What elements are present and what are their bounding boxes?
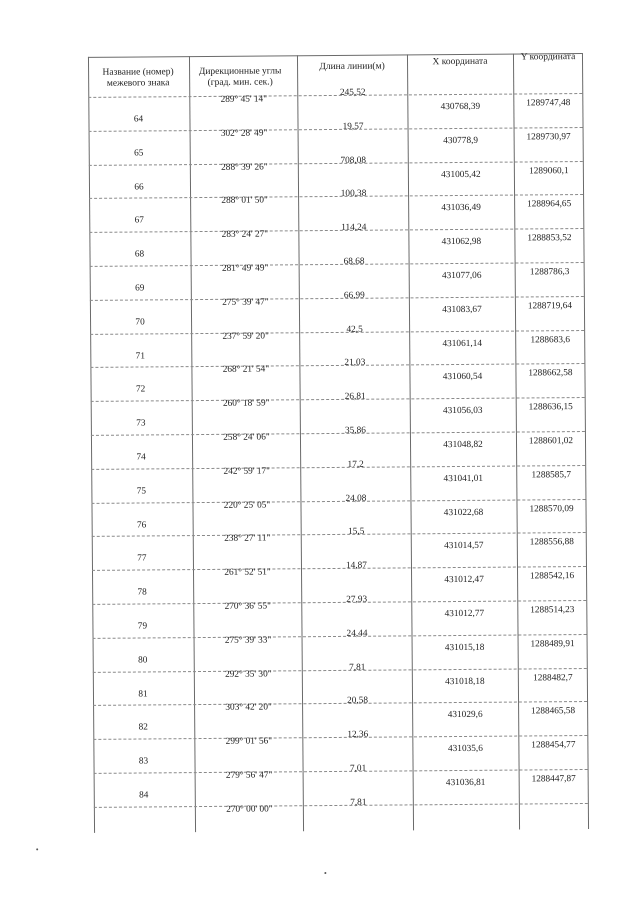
x-coordinate: 431036,81 xyxy=(445,777,486,789)
y-coordinate: 1288482,7 xyxy=(533,672,573,684)
mark-name: 77 xyxy=(137,553,147,564)
direction-angle: 288° 39' 26" xyxy=(221,162,268,173)
x-coordinate: 431083,67 xyxy=(442,304,482,315)
x-coordinate: 431056,03 xyxy=(442,406,483,417)
header-line-length: Длина линии(м) xyxy=(319,61,385,73)
direction-angle: 281° 49' 49" xyxy=(221,263,269,274)
line-length: 24,08 xyxy=(345,493,367,504)
mark-name: 80 xyxy=(138,655,148,666)
y-coordinate: 1288964,65 xyxy=(527,199,572,210)
direction-angle: 288° 01' 50" xyxy=(221,195,268,207)
y-coordinate: 1288447,87 xyxy=(531,774,576,785)
y-coordinate: 1288601,02 xyxy=(528,436,574,447)
direction-angle: 292° 35' 30" xyxy=(225,669,272,680)
line-length: 35,86 xyxy=(344,425,366,436)
x-coordinate: 430768,39 xyxy=(440,101,481,113)
line-length: 14,87 xyxy=(345,560,367,572)
mark-name: 65 xyxy=(134,148,144,159)
line-length: 20,58 xyxy=(347,696,369,707)
direction-angle: 242° 59' 17" xyxy=(223,466,270,477)
mark-name: 74 xyxy=(136,452,146,463)
y-coordinate: 1289730,97 xyxy=(526,131,571,143)
x-coordinate: 431041,01 xyxy=(443,473,484,484)
direction-angle: 303° 42' 20" xyxy=(225,702,272,714)
line-length: 17,2 xyxy=(347,459,364,470)
mark-name: 73 xyxy=(136,418,146,429)
y-coordinate: 1288465,58 xyxy=(530,706,576,717)
x-coordinate: 431061,14 xyxy=(442,338,483,349)
line-length: 26,81 xyxy=(344,391,366,403)
scan-speck xyxy=(324,872,326,874)
line-length: 12,36 xyxy=(347,729,369,741)
mark-name: 70 xyxy=(135,317,145,328)
line-length: 21,03 xyxy=(344,358,366,369)
column-border xyxy=(88,57,95,833)
y-coordinate: 1288585,7 xyxy=(531,469,572,481)
mark-name: 78 xyxy=(137,587,147,598)
line-length: 15,5 xyxy=(348,527,365,538)
x-coordinate: 431014,57 xyxy=(444,541,484,552)
header-x-coordinate: X координата xyxy=(432,56,488,68)
y-coordinate: 1288683,6 xyxy=(530,334,570,346)
line-length: 708,08 xyxy=(340,155,367,166)
y-coordinate: 1288719,64 xyxy=(527,300,573,312)
y-coordinate: 1289060,1 xyxy=(529,165,569,177)
direction-angle: 220° 25' 05" xyxy=(223,500,271,511)
direction-angle: 275° 39' 33" xyxy=(224,635,272,646)
mark-name: 76 xyxy=(136,520,147,531)
x-coordinate: 431015,18 xyxy=(444,642,485,653)
mark-name: 81 xyxy=(138,689,148,700)
x-coordinate: 431048,82 xyxy=(443,439,483,451)
line-length: 42,5 xyxy=(346,324,363,335)
direction-angle: 289° 45' 14" xyxy=(220,94,268,105)
mark-name: 75 xyxy=(136,486,147,497)
direction-angle: 260° 18' 59" xyxy=(222,398,270,410)
mark-name: 64 xyxy=(133,114,144,125)
mark-name: 72 xyxy=(135,384,146,395)
line-length: 7,81 xyxy=(349,662,366,673)
direction-angle: 237° 59' 20" xyxy=(222,331,269,342)
x-coordinate: 431077,06 xyxy=(441,270,482,282)
direction-angle: 261° 52' 51" xyxy=(224,567,271,579)
x-coordinate: 431035,6 xyxy=(447,744,483,755)
x-coordinate: 431005,42 xyxy=(441,169,481,180)
mark-name: 79 xyxy=(137,621,148,632)
mark-name: 68 xyxy=(134,249,145,260)
mark-name: 83 xyxy=(138,756,149,767)
line-length: 7,81 xyxy=(350,797,367,808)
direction-angle: 268° 21' 54" xyxy=(222,364,270,376)
x-coordinate: 431060,54 xyxy=(442,372,483,383)
direction-angle: 275° 39' 47" xyxy=(222,297,269,308)
mark-name: 67 xyxy=(134,215,144,226)
mark-name: 82 xyxy=(138,722,148,733)
direction-angle: 283° 24' 27" xyxy=(221,229,269,241)
x-coordinate: 431018,18 xyxy=(445,676,485,687)
direction-angle: 258° 24' 06" xyxy=(223,432,270,443)
y-coordinate: 1288489,91 xyxy=(530,638,575,650)
y-coordinate: 1288454,77 xyxy=(531,740,576,751)
y-coordinate: 1288556,88 xyxy=(529,537,574,548)
y-coordinate: 1288636,15 xyxy=(528,402,573,413)
line-length: 27,93 xyxy=(346,594,368,605)
mark-name: 84 xyxy=(139,790,149,801)
x-coordinate: 430778,9 xyxy=(443,135,479,146)
mark-name: 69 xyxy=(135,283,145,294)
line-length: 100,38 xyxy=(340,189,367,200)
y-coordinate: 1288514,23 xyxy=(530,605,575,616)
x-coordinate: 431012,77 xyxy=(444,608,485,620)
x-coordinate: 431062,98 xyxy=(441,237,482,248)
y-coordinate: 1288542,16 xyxy=(529,571,575,582)
mark-name: 66 xyxy=(134,182,144,193)
y-coordinate: 1288786,3 xyxy=(529,267,570,278)
y-coordinate: 1288570,09 xyxy=(529,503,574,515)
x-coordinate: 431022,68 xyxy=(443,507,484,518)
line-length: 19,57 xyxy=(342,121,364,132)
header-mark-name: Название (номер) межевого знака xyxy=(102,67,174,89)
y-coordinate: 1289747,48 xyxy=(526,98,571,109)
header-direction-angle: Дирекционные углы (град. мин. сек.) xyxy=(198,66,282,88)
x-coordinate: 431012,47 xyxy=(444,574,484,586)
direction-angle: 238° 27' 11" xyxy=(224,533,271,545)
direction-angle: 302° 28' 49" xyxy=(220,128,268,139)
mark-name: 71 xyxy=(135,351,145,362)
line-length: 7,01 xyxy=(349,763,367,774)
y-coordinate: 1288662,58 xyxy=(528,368,573,379)
y-coordinate: 1288853,52 xyxy=(527,233,572,244)
direction-angle: 270° 36' 55" xyxy=(224,601,272,612)
line-length: 24,44 xyxy=(346,628,368,639)
direction-angle: 279° 56' 47" xyxy=(225,770,273,781)
direction-angle: 270° 00' 00" xyxy=(226,804,273,815)
x-coordinate: 431036,49 xyxy=(441,203,481,214)
line-length: 66,99 xyxy=(343,290,365,301)
direction-angle: 299° 01' 56" xyxy=(225,736,273,748)
line-length: 245,52 xyxy=(339,87,366,98)
scan-speck xyxy=(36,848,38,850)
line-length: 114,24 xyxy=(341,222,367,234)
line-length: 68,68 xyxy=(343,256,365,267)
x-coordinate: 431029,6 xyxy=(447,710,483,721)
header-y-coordinate: Y координата xyxy=(520,52,576,63)
